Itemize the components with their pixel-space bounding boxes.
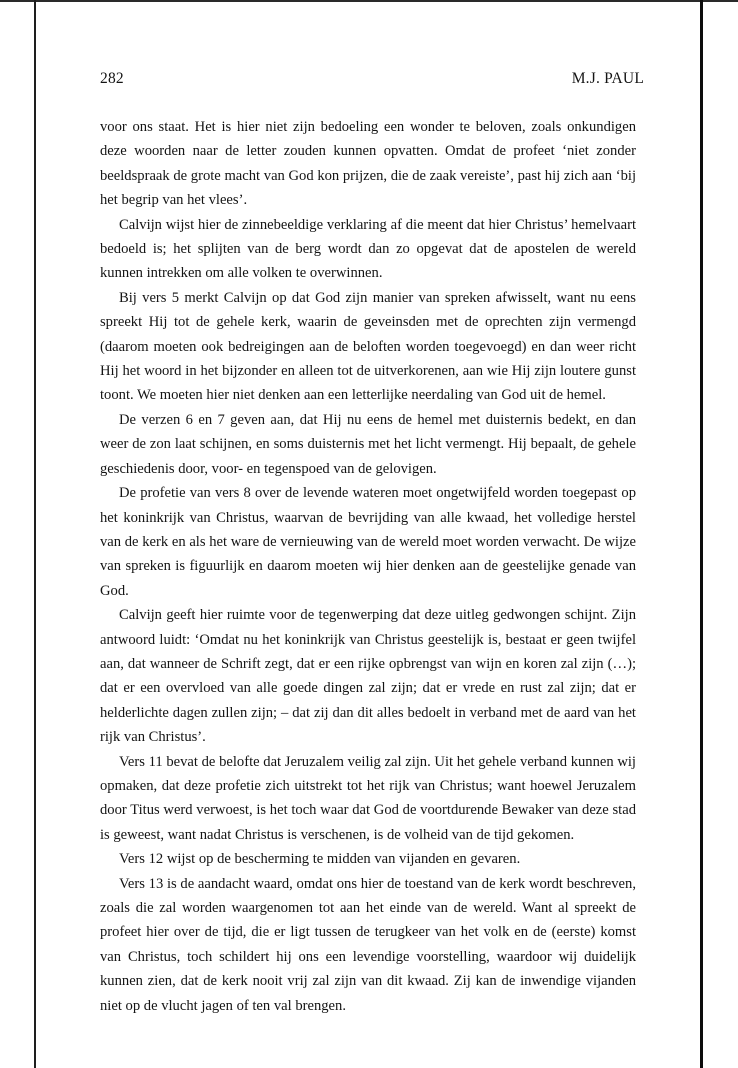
paragraph-continuation: voor ons staat. Het is hier niet zijn bedoeling een wonder te beloven, zoals onkundigen deze woorden naar de letter zouden kunnen opvatten. Omdat de profeet ‘niet zonder beeldspraak de grote macht van God kon prijzen, die de zaak vereiste’, past hij zich aan ‘bij het begrip van het vlees’.: [100, 119, 636, 209]
paragraph-symbolic-interpretation: Calvijn wijst hier de zinnebeeldige verklaring af die meent dat hier Christus’ hemelvaart bedoeld is; het splijten van de berg wordt dan zo opgevat dat de apostelen de wereld kunnen intrekken om alle volken te overwinnen.: [100, 216, 636, 282]
running-head-author: M.J. PAUL: [571, 70, 644, 87]
scan-edge-right: [700, 0, 703, 1068]
body-text: [100, 115, 636, 1018]
paragraph-verses-6-7: De verzen 6 en 7 geven aan, dat Hij nu eens de hemel met duisternis bedekt, en dan weer de zon laat schijnen, en soms duisternis met het licht vermengt. Hij bepaalt, de gehele geschiedenis door, voor- en tegenspoed van de gelovigen.: [100, 411, 636, 477]
paragraph-verse-12: Vers 12 wijst op de bescherming te midden van vijanden en gevaren.: [119, 851, 521, 868]
paragraph-verse-11: Vers 11 bevat de belofte dat Jeruzalem veilig zal zijn. Uit het gehele verband kunnen wij opmaken, dat deze profetie zich uitstrekt tot het rijk van Christus; want hoewel Jeruzalem door Titus werd verwoest, is het toch waar dat God de voortdurende Bewaker van deze stad is geweest, want nadat Christus is verschenen, is de volheid van de tijd gekomen.: [100, 753, 636, 843]
scan-edge-top: [0, 0, 738, 2]
paragraph-verse-5: Bij vers 5 merkt Calvijn op dat God zijn manier van spreken afwisselt, want nu eens spreekt Hij tot de gehele kerk, waarin de geveinsden met de oprechten zijn vermengd (daarom moeten ook bedreigingen aan de beloften worden toegevoegd) en dan weer richt Hij het woord in het bijzonder en alleen tot de uitverkorenen, aan wie Hij zijn loutere gunst toont. We moeten hier niet denken aan een letterlijke neerdaling van God uit de hemel.: [100, 289, 636, 404]
paragraph-objection: Calvijn geeft hier ruimte voor de tegenwerping dat deze uitleg gedwongen schijnt. Zijn antwoord luidt: ‘Omdat nu het koninkrijk van Christus geestelijk is, bestaat er geen twijfel aan, dat wanneer de Schrift zegt, dat er een rijke opbrengst van wijn en koren zal zijn (…); dat er een overvloed van alle goede dingen zal zijn; dat er vrede en rust zal zijn; dat er helderlichte dagen zullen zijn; – dat zij dan dit alles bedoelt in verband met de aard van het rijk van Christus’.: [100, 607, 636, 746]
scan-edge-left: [34, 0, 36, 1068]
running-header: [100, 70, 644, 92]
paragraph-verse-13: Vers 13 is de aandacht waard, omdat ons hier de toestand van de kerk wordt beschreven, zoals die zal worden waargenomen tot aan het einde van de wereld. Want al spreekt de profeet hier over de tijd, die er ligt tussen de terugkeer van het volk en de (eerste) komst van Christus, toch schildert hij ons een levendige voorstelling, waardoor wij duidelijk kunnen zien, dat de kerk nooit vrij zal zijn van dit kwaad. Zij kan de inwendige vijanden niet op de vlucht jagen of ten val brengen.: [100, 875, 636, 1014]
paragraph-verse-8: De profetie van vers 8 over de levende wateren moet ongetwijfeld worden toegepast op het koninkrijk van Christus, waarvan de bevrijding van alle kwaad, het volledige herstel van de kerk en als het ware de vernieuwing van de wereld moet worden verwacht. De wijze van spreken is figuurlijk en daarom moeten wij hier denken aan de geestelijke genade van God.: [100, 485, 636, 599]
page-number: 282: [100, 70, 124, 87]
